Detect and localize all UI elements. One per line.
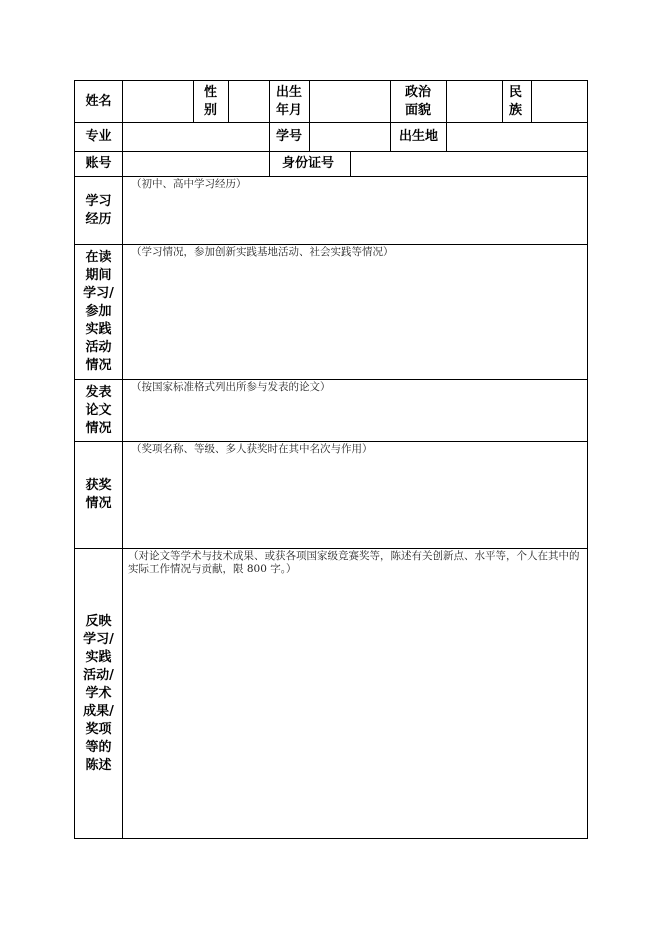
section-label-line: 参加 — [85, 304, 112, 319]
id-card-label — [270, 152, 350, 176]
section-label-line: 情况 — [85, 358, 112, 373]
section-label-line: 经历 — [85, 211, 112, 227]
birth-date-field[interactable] — [310, 81, 390, 122]
study-history-field[interactable] — [123, 177, 587, 244]
ethnicity-label — [503, 81, 531, 122]
awards-label — [75, 442, 122, 548]
section-label-line: 陈述 — [85, 757, 112, 773]
section-label-line: 实践 — [85, 649, 112, 665]
gender-label-line: 性 — [204, 84, 218, 100]
birth-date-label-line: 出生 — [276, 84, 303, 100]
ethnicity-field[interactable] — [532, 81, 587, 122]
section-label-line: 期间 — [85, 268, 112, 283]
account-label — [75, 152, 122, 176]
political-status-label-line: 面貌 — [405, 102, 432, 118]
section-label-line: 学习/ — [83, 631, 114, 647]
student-id-field[interactable] — [310, 123, 390, 151]
study-history-label — [75, 177, 122, 244]
section-label-line: 活动 — [85, 340, 112, 355]
name-label-text: 姓名 — [85, 93, 112, 109]
section-label-line: 情况 — [85, 496, 112, 511]
political-status-label — [391, 81, 446, 122]
ethnicity-label-line: 民 — [509, 84, 523, 100]
major-label-text: 专业 — [85, 129, 112, 144]
application-form-table — [74, 80, 588, 839]
birthplace-label-text: 出生地 — [399, 129, 439, 144]
statement-hint: （对论文等学术与技术成果、或获各项国家级竞赛奖等，陈述有关创新点、水平等，个人在其中的实际工作情况与贡献，限 800 字。） — [128, 550, 580, 575]
section-label-line: 活动/ — [83, 667, 114, 683]
birthplace-label — [391, 123, 446, 151]
section-label-line: 获奖 — [85, 478, 112, 493]
section-label-line: 实践 — [85, 322, 112, 337]
publications-field[interactable] — [123, 380, 587, 441]
gender-field[interactable] — [229, 81, 269, 122]
gender-label — [194, 81, 228, 122]
publications-hint: （按国家标准格式列出所参与发表的论文） — [131, 381, 331, 393]
section-label-line: 论文 — [85, 402, 112, 418]
in-school-activities-label — [75, 245, 122, 379]
student-id-label-text: 学号 — [276, 129, 303, 144]
political-status-field[interactable] — [447, 81, 502, 122]
awards-field[interactable] — [123, 442, 587, 548]
student-id-label — [270, 123, 309, 151]
section-label-line: 发表 — [85, 384, 112, 400]
major-label — [75, 123, 122, 151]
statement-field[interactable] — [123, 549, 587, 838]
major-field[interactable] — [123, 123, 269, 151]
ethnicity-label-line: 族 — [509, 102, 523, 118]
id-card-label-text: 身份证号 — [282, 156, 335, 171]
birth-date-label — [270, 81, 309, 122]
section-label-line: 学习/ — [83, 286, 114, 301]
section-label-line: 成果/ — [83, 703, 114, 719]
id-card-field[interactable] — [351, 152, 587, 176]
section-label-line: 等的 — [85, 739, 112, 755]
section-label-line: 情况 — [85, 420, 112, 436]
in-school-activities-hint: （学习情况，参加创新实践基地活动、社会实践等情况） — [131, 246, 394, 258]
name-label — [75, 81, 122, 122]
section-label-line: 学术 — [85, 685, 112, 701]
name-field[interactable] — [123, 81, 193, 122]
study-history-hint: （初中、高中学习经历） — [131, 178, 247, 190]
political-status-label-line: 政治 — [405, 84, 432, 100]
birth-date-label-line: 年月 — [276, 102, 303, 118]
account-field[interactable] — [123, 152, 269, 176]
in-school-activities-field[interactable] — [123, 245, 587, 379]
section-label-line: 反映 — [85, 613, 112, 629]
birthplace-field[interactable] — [447, 123, 587, 151]
publications-label — [75, 380, 122, 441]
statement-label — [75, 549, 122, 838]
awards-hint: （奖项名称、等级、多人获奖时在其中名次与作用） — [131, 443, 373, 455]
gender-label-line: 别 — [204, 102, 218, 118]
section-label-line: 奖项 — [85, 721, 112, 737]
section-label-line: 在读 — [85, 250, 112, 265]
account-label-text: 账号 — [85, 156, 112, 171]
section-label-line: 学习 — [85, 193, 112, 209]
